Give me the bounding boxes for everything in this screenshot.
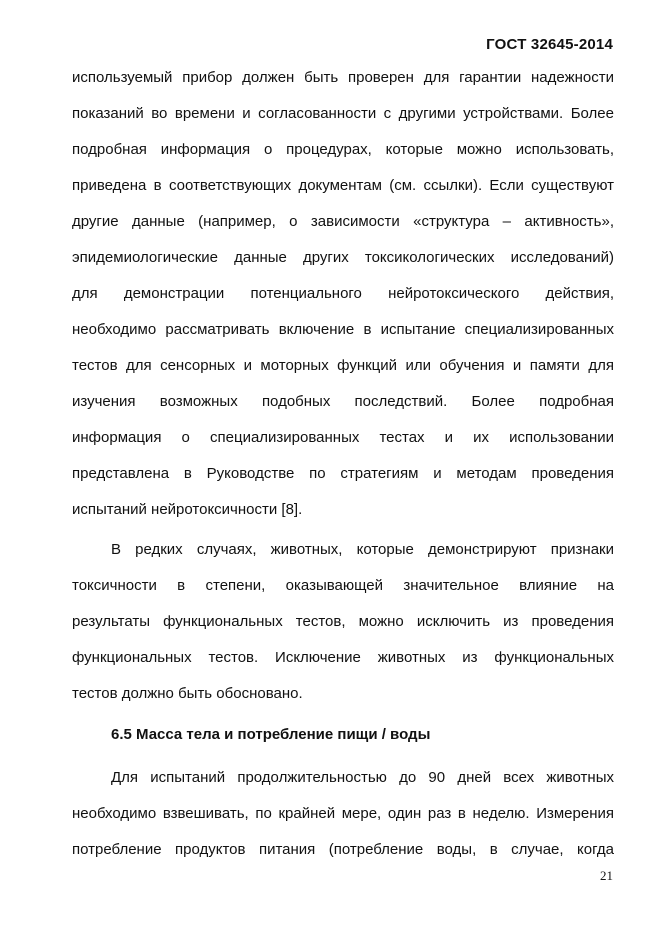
section-heading: 6.5 Масса тела и потребление пищи / воды xyxy=(111,726,431,743)
text-line: другие данные (например, о зависимости «структура – активность», xyxy=(72,213,614,230)
text-line: потребление продуктов питания (потребление воды, в случае, когда xyxy=(72,841,614,858)
text-line: Для испытаний продолжительностью до 90 дней всех животных xyxy=(111,769,614,786)
paragraph-2 xyxy=(72,532,614,712)
text-line: испытаний нейротоксичности [8]. xyxy=(72,501,303,518)
text-line: представлена в Руководстве по стратегиям и методам проведения xyxy=(72,465,614,482)
text-line: тестов для сенсорных и моторных функций или обучения и памяти для xyxy=(72,357,614,374)
paragraph-3 xyxy=(72,760,614,868)
text-line: необходимо рассматривать включение в испытание специализированных xyxy=(72,321,614,338)
text-line: приведена в соответствующих документам (см. ссылки). Если существуют xyxy=(72,177,614,194)
text-line: тестов должно быть обосновано. xyxy=(72,685,303,702)
text-line: эпидемиологические данные других токсикологических исследований) xyxy=(72,249,614,266)
page-number: 21 xyxy=(600,868,613,883)
text-line: для демонстрации потенциального нейротоксического действия, xyxy=(72,285,614,302)
text-line: В редких случаях, животных, которые демонстрируют признаки xyxy=(111,541,614,558)
text-line: используемый прибор должен быть проверен для гарантии надежности xyxy=(72,69,614,86)
section-heading-block xyxy=(72,717,614,753)
text-line: функциональных тестов. Исключение животных из функциональных xyxy=(72,649,614,666)
paragraph-1 xyxy=(72,60,614,528)
text-line: необходимо взвешивать, по крайней мере, один раз в неделю. Измерения xyxy=(72,805,614,822)
document-code: ГОСТ 32645-2014 xyxy=(486,36,613,53)
text-line: изучения возможных подобных последствий. Более подробная xyxy=(72,393,614,410)
text-line: информация о специализированных тестах и их использовании xyxy=(72,429,614,446)
text-line: подробная информация о процедурах, которые можно использовать, xyxy=(72,141,614,158)
text-line: токсичности в степени, оказывающей значительное влияние на xyxy=(72,577,614,594)
text-line: показаний во времени и согласованности с другими устройствами. Более xyxy=(72,105,614,122)
text-line: результаты функциональных тестов, можно исключить из проведения xyxy=(72,613,614,630)
